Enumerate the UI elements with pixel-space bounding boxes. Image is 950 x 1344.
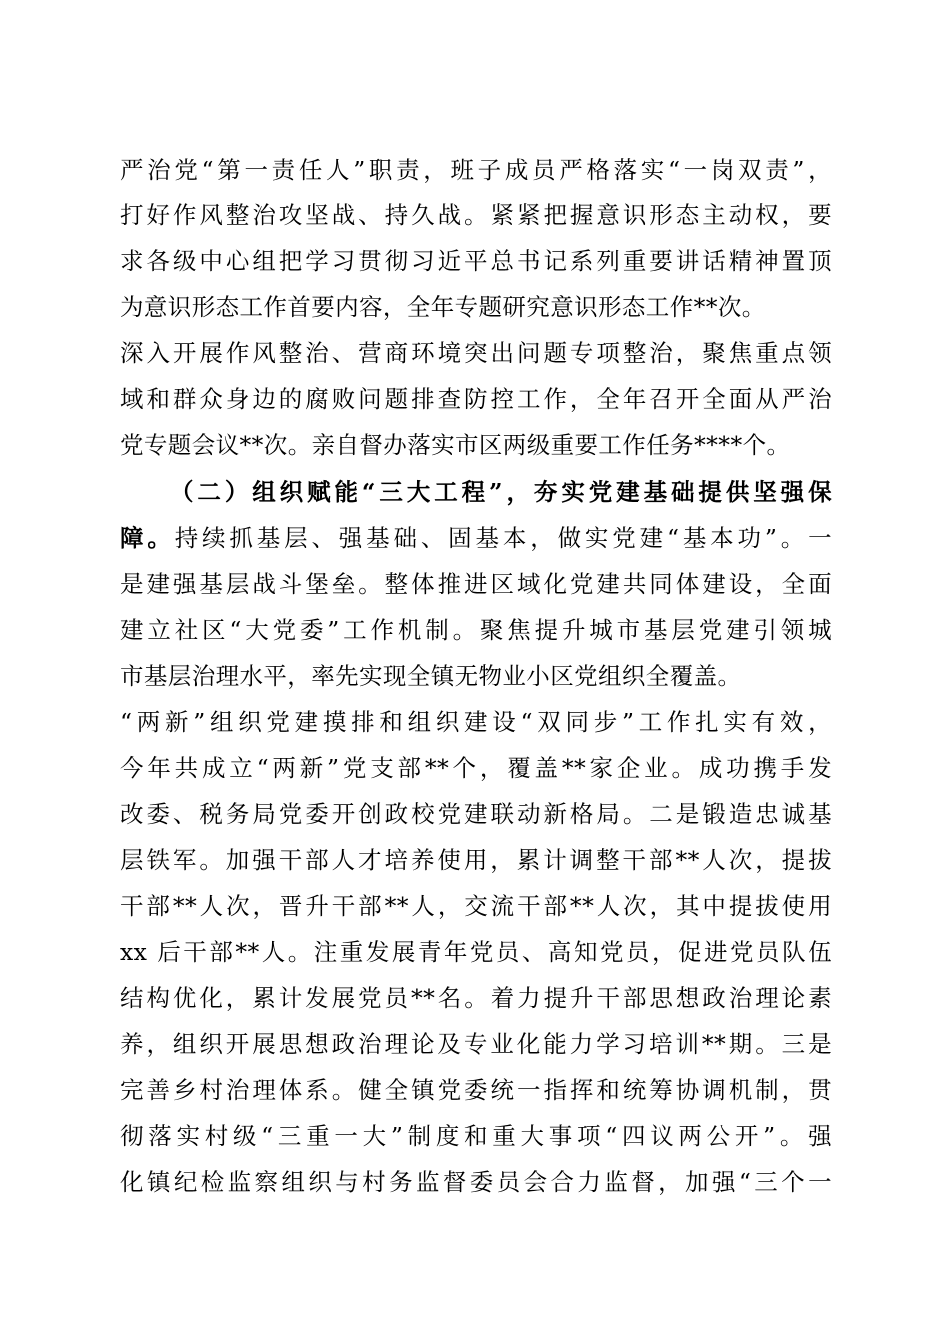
section-heading-end: 障。 — [120, 524, 175, 552]
body-text-line: 深入开展作风整治、营商环境突出问题专项整治，聚焦重点领 — [120, 339, 832, 367]
body-text-line: 层铁军。加强干部人才培养使用，累计调整干部**人次，提拔 — [120, 846, 832, 874]
body-text-line: 打好作风整治攻坚战、持久战。紧紧把握意识形态主动权，要 — [120, 201, 832, 229]
body-text-line: 域和群众身边的腐败问题排查防控工作，全年召开全面从严治 — [120, 385, 832, 413]
body-text-line: 化镇纪检监察组织与村务监督委员会合力监督，加强“三个一 — [120, 1168, 832, 1196]
body-text-line: 市基层治理水平，率先实现全镇无物业小区党组织全覆盖。 — [120, 662, 742, 690]
body-text-line: 党专题会议**次。亲自督办落实市区两级重要工作任务****个。 — [120, 431, 791, 459]
section-heading-continuation — [120, 515, 832, 561]
body-text-line: 严治党“第一责任人”职责，班子成员严格落实“一岗双责”， — [120, 156, 832, 184]
body-text-line: 是建强基层战斗堡垒。整体推进区域化党建共同体建设，全面 — [120, 570, 832, 598]
body-text-line: 为意识形态工作首要内容，全年专题研究意识形态工作**次。 — [120, 293, 766, 321]
body-text-line: 完善乡村治理体系。健全镇党委统一指挥和统筹协调机制，贯 — [120, 1076, 832, 1104]
body-text-line: 干部**人次，晋升干部**人，交流干部**人次，其中提拔使用 — [120, 892, 832, 920]
body-text-line: 求各级中心组把学习贯彻习近平总书记系列重要讲话精神置顶 — [120, 247, 832, 275]
body-text-line: 彻落实村级“三重一大”制度和重大事项“四议两公开”。强 — [120, 1122, 832, 1150]
body-text-line: 今年共成立“两新”党支部**个，覆盖**家企业。成功携手发 — [120, 754, 832, 782]
body-text-line: 养，组织开展思想政治理论及专业化能力学习培训**期。三是 — [120, 1030, 832, 1058]
body-text-line: 建立社区“大党委”工作机制。聚焦提升城市基层党建引领城 — [120, 616, 832, 644]
body-text-line: xx 后干部**人。注重发展青年党员、高知党员，促进党员队伍 — [120, 938, 832, 966]
body-text-line: 改委、税务局党委开创政校党建联动新格局。二是锻造忠诚基 — [120, 800, 832, 828]
body-text-line: “两新”组织党建摸排和组织建设“双同步”工作扎实有效， — [120, 708, 832, 736]
body-text-span: 持续抓基层、强基础、固基本，做实党建“基本功”。一 — [174, 524, 832, 552]
section-heading: （二）组织赋能“三大工程”，夯实党建基础提供坚强保 — [170, 478, 832, 506]
body-text-line: 结构优化，累计发展党员**名。着力提升干部思想政治理论素 — [120, 984, 832, 1012]
